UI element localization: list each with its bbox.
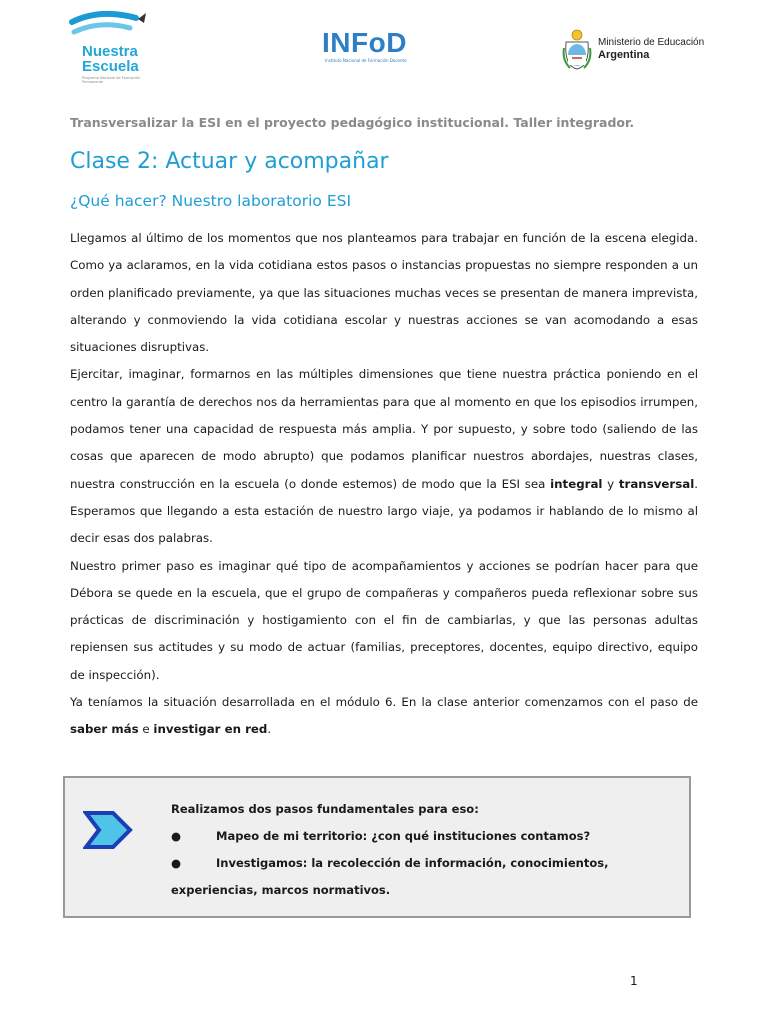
class-title: Clase 2: Actuar y acompañar xyxy=(70,149,389,174)
p2-text-2: y xyxy=(602,476,619,491)
callout-item-1 xyxy=(171,823,671,850)
nuestra-escuela-wordmark xyxy=(82,44,139,74)
p2-text-3: . Esperamos que llegando a esta estación de nuestro largo viaje, ya podamos ir hablando de lo mismo al decir esas dos palabras. xyxy=(70,476,699,546)
p4-bold-investigar: investigar en red xyxy=(153,722,268,737)
p2-bold-integral: integral xyxy=(550,476,603,491)
ne-line1: Nuestra xyxy=(82,43,138,60)
callout-box xyxy=(63,776,691,918)
ministerio-wordmark xyxy=(598,37,704,62)
course-title: Transversalizar la ESI en el proyecto pedagógico institucional. Taller integrador. xyxy=(70,115,635,130)
p4-bold-saber-mas: saber más xyxy=(70,722,139,737)
callout-item-2 xyxy=(171,850,671,904)
document-content xyxy=(70,113,698,744)
ne-line2: Escuela xyxy=(82,58,139,75)
callout-item-1-text: Mapeo de mi territorio: ¿con qué instituciones contamos? xyxy=(216,829,591,843)
infod-wordmark: INFoD xyxy=(322,27,407,58)
infod-logo xyxy=(322,28,407,63)
chevron-arrow-icon xyxy=(83,808,133,852)
paragraph-2 xyxy=(70,361,698,552)
paragraph-1: Llegamos al último de los momentos que nos planteamos para trabajar en función de la escena elegida. Como ya aclaramos, en la vida cotidiana estos pasos o instancias propuestas no siempre responden a un orden planificado previamente, ya que las situaciones muchas veces se presentan de manera imprevista, alterando y conmoviendo la vida cotidiana escolar y nuestras acciones se van acomodando a esas situaciones disruptivas. xyxy=(70,231,698,355)
p4-text-2: e xyxy=(138,722,154,737)
ministerio-line2: Argentina xyxy=(598,49,650,61)
paragraph-4 xyxy=(70,689,698,744)
infod-subtitle: Instituto Nacional de Formación Docente xyxy=(325,58,407,63)
bullet-icon: ● xyxy=(171,829,182,843)
paragraph-3: Nuestro primer paso es imaginar qué tipo de acompañamientos y acciones se podrían hacer para que Débora se quede en la escuela, que el grupo de compañeras y compañeros pueda reflexionar sobre sus prácticas de discriminación y hostigamiento con el fin de cambiarlas, y que las personas adultas repiensen sus actitudes y su modo de actuar (familias, preceptores, docentes, equipo directivo, equipo de inspección). xyxy=(70,558,698,682)
page-number: 1 xyxy=(630,974,638,988)
nuestra-escuela-logo xyxy=(60,10,160,85)
body-text xyxy=(70,225,698,744)
callout-text xyxy=(171,796,671,904)
ministerio-line1: Ministerio de Educación xyxy=(598,37,705,48)
bullet-icon: ● xyxy=(171,856,182,870)
callout-item-2-text: Investigamos: la recolección de información, conocimientos, experiencias, marcos normativos. xyxy=(171,856,609,897)
section-title: ¿Qué hacer? Nuestro laboratorio ESI xyxy=(70,192,352,210)
p2-text-1: Ejercitar, imaginar, formarnos en las múltiples dimensiones que tiene nuestra práctica poniendo en el centro la garantía de derechos nos da herramientas para que al momento en que los episodios irrumpen, podamos tener una capacidad de respuesta más amplia. Y por supuesto, y sobre todo (saliendo de las cosas que aparecen de modo abrupto) que podamos planificar nuestros abordajes, nuestras clases, nuestra construcción en la escuela (o donde estemos) de modo que la ESI sea xyxy=(70,367,698,491)
p4-text-1: Ya teníamos la situación desarrollada en el módulo 6. En la clase anterior comenzamos con el paso de xyxy=(70,695,698,710)
page-header xyxy=(0,0,768,100)
p4-text-3: . xyxy=(267,722,272,737)
argentina-coat-of-arms-icon xyxy=(562,28,592,70)
p2-bold-transversal: transversal xyxy=(618,476,695,491)
nuestra-escuela-subtitle: Programa Nacional de Formación Permanente xyxy=(82,76,140,84)
callout-intro: Realizamos dos pasos fundamentales para eso: xyxy=(171,802,479,816)
